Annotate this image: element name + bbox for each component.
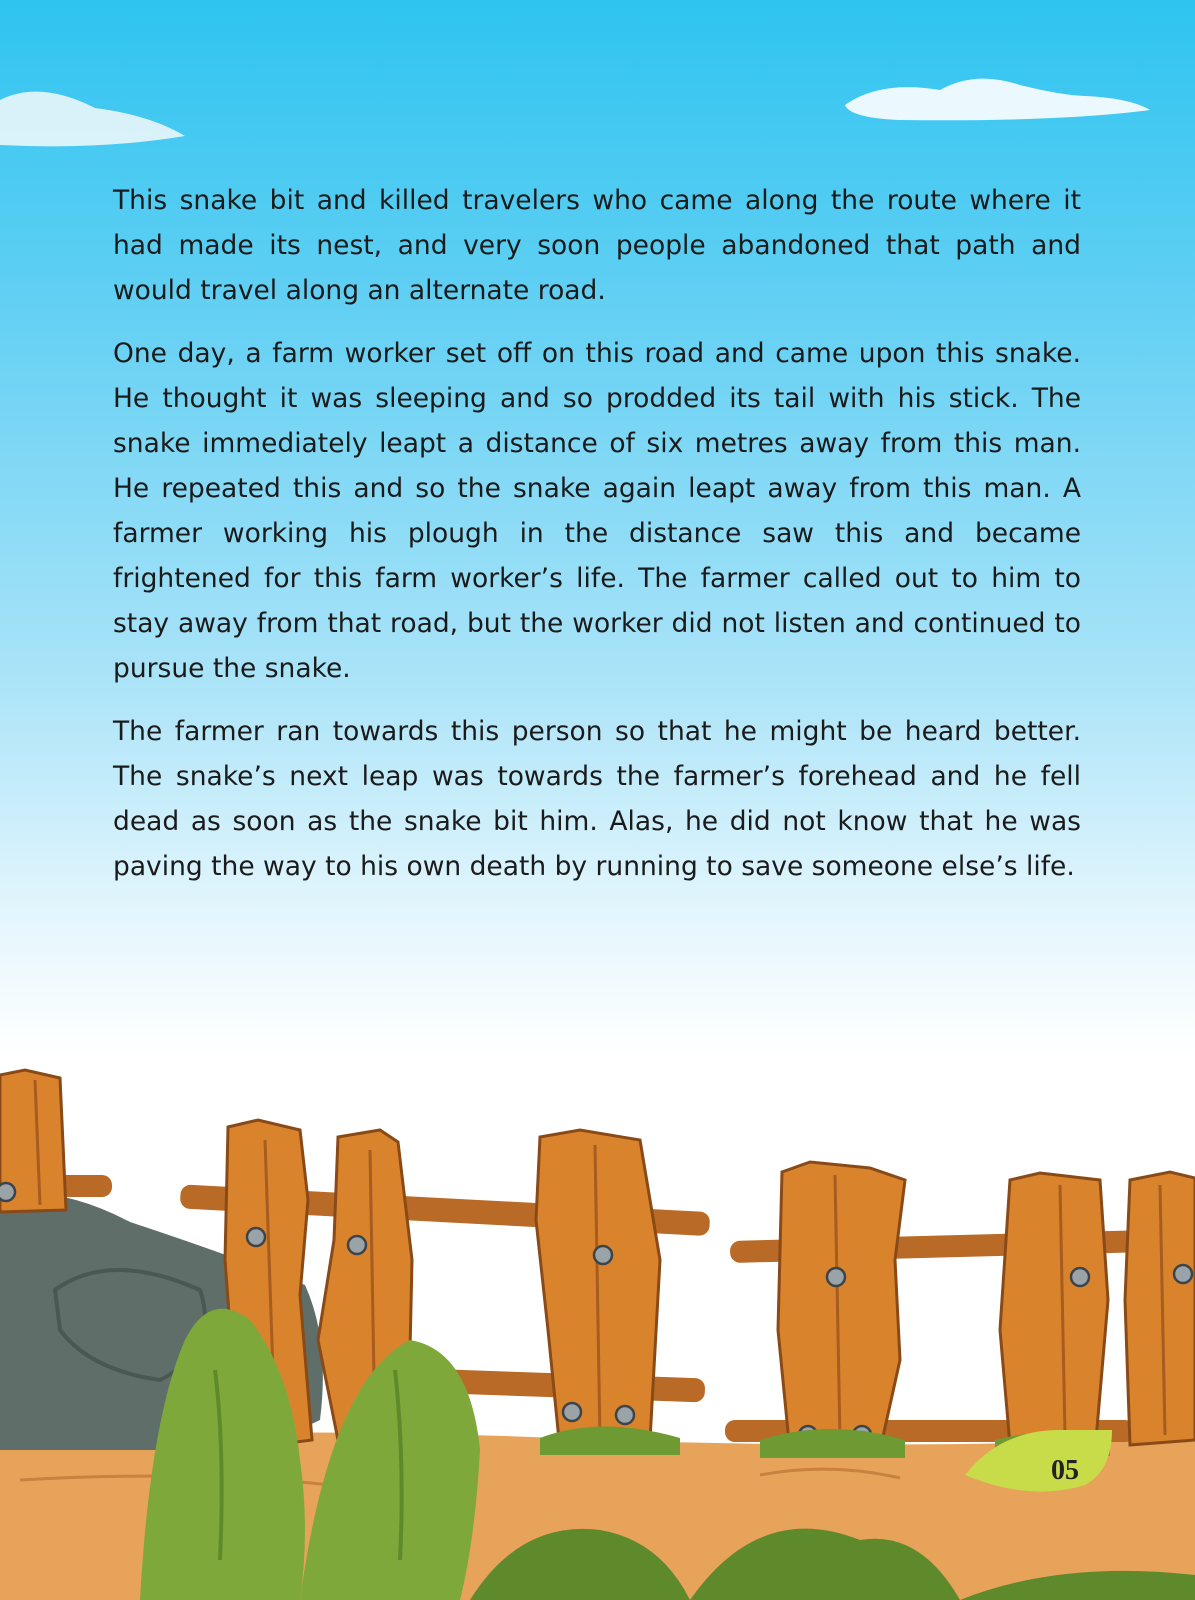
cloud-left	[0, 92, 185, 147]
story-paragraph: One day, a farm worker set off on this road and came upon this snake. He thought it was sleeping and so prodded its tail with his stick. The snake immediately leapt a distance of six metres away from this man. He repeated this and so the snake again leapt away from this man. A farmer working his plough in the distance saw this and became frightened for this farm worker’s life. The farmer called out to him to stay away from that road, but the worker did not listen and continued to pursue the snake.	[113, 338, 1081, 684]
page-number: 05	[1051, 1455, 1079, 1486]
cloud-right	[845, 79, 1150, 121]
story-paragraph: This snake bit and killed travelers who came along the route where it had made its nest, and very soon people abandoned that path and would travel along an alternate road.	[113, 185, 1081, 306]
story-paragraph: The farmer ran towards this person so that he might be heard better. The snake’s next leap was towards the farmer’s forehead and he fell dead as soon as the snake bit him. Alas, he did not know that he was paving the way to his own death by running to save someone else’s life.	[113, 716, 1081, 882]
story-text	[113, 178, 1081, 907]
